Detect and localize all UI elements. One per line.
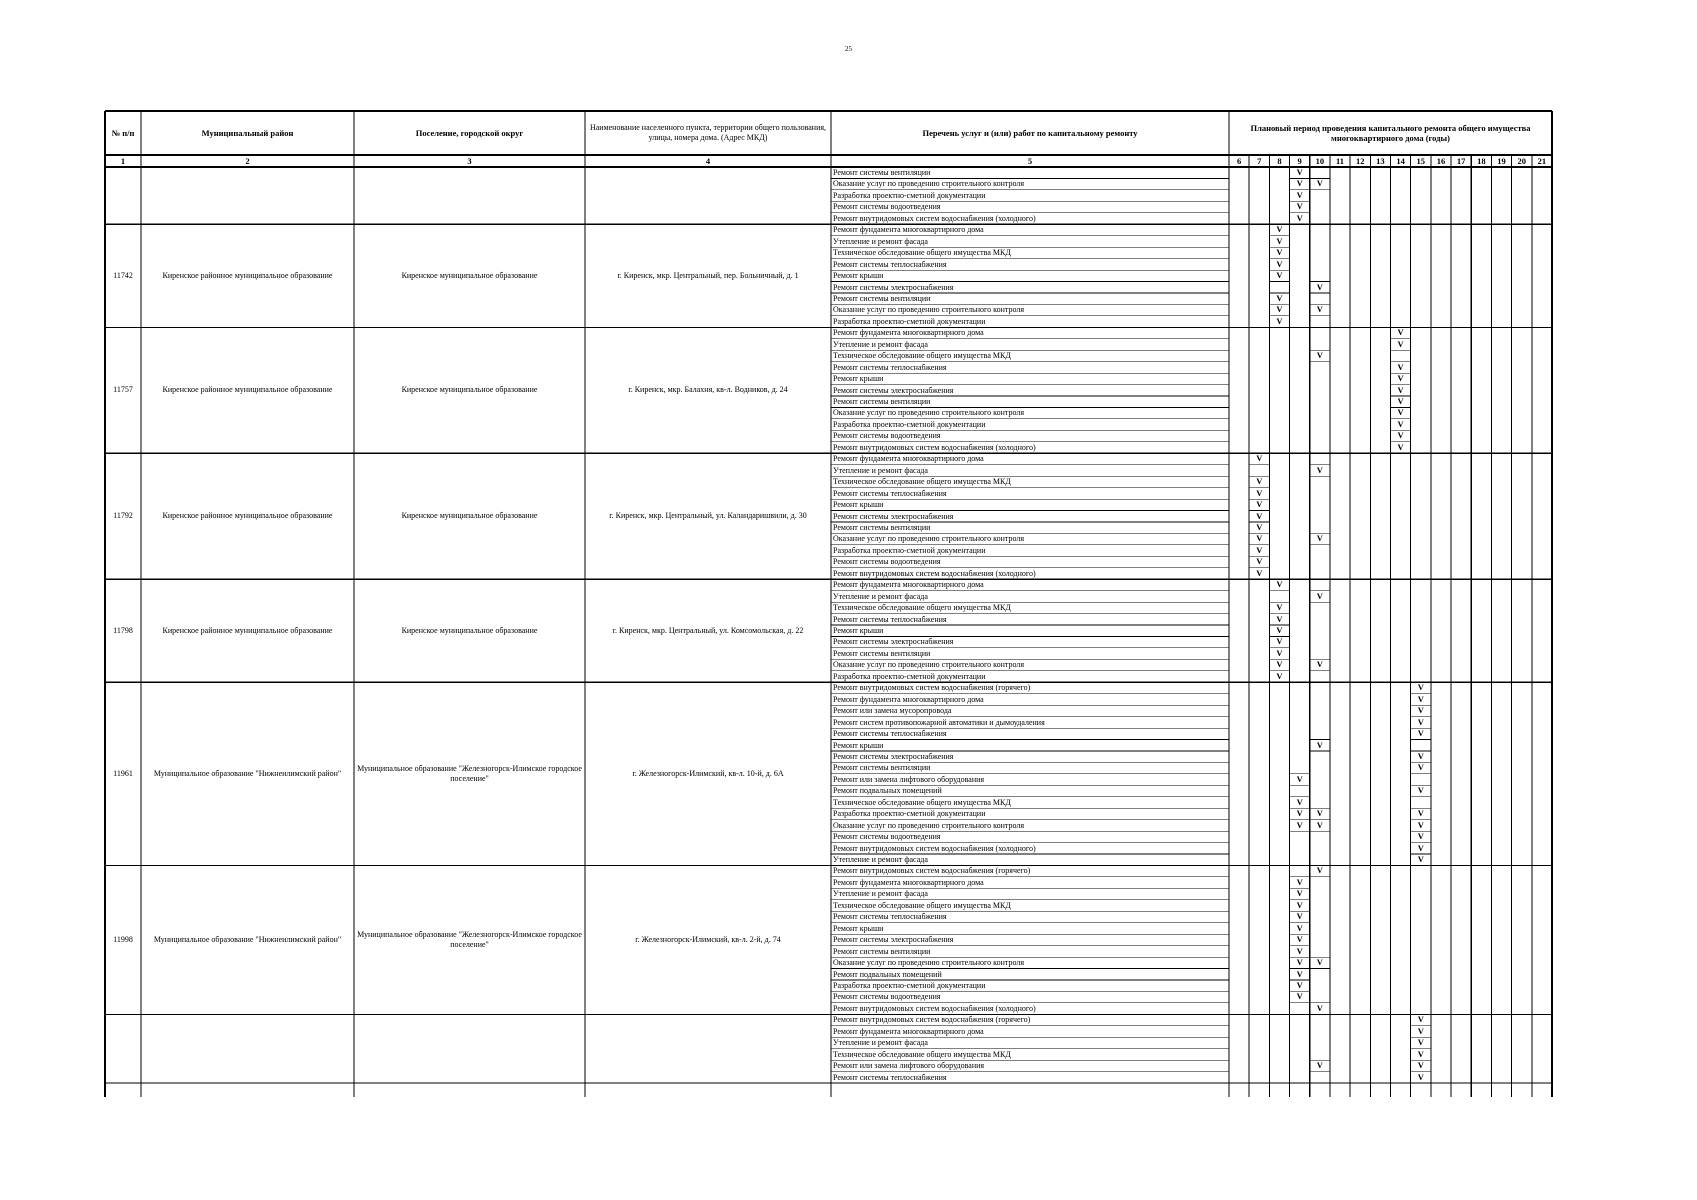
year-mark: V	[1417, 1014, 1424, 1025]
year-mark: V	[1296, 167, 1303, 177]
year-mark: V	[1256, 567, 1263, 578]
year-mark: V	[1397, 327, 1404, 338]
year-mark: V	[1276, 613, 1283, 624]
year-header: 9	[1297, 155, 1302, 166]
work-item: Оказание услуг по проведению строительного контроля	[833, 179, 1025, 189]
work-item: Ремонт системы электроснабжения	[833, 511, 954, 521]
record-number: 11757	[113, 385, 133, 395]
year-mark: V	[1397, 338, 1404, 349]
work-item: Разработка проектно-сметной документации	[833, 316, 986, 326]
year-mark: V	[1296, 212, 1303, 223]
year-mark: V	[1316, 533, 1323, 544]
year-mark: V	[1316, 1002, 1323, 1013]
work-item: Ремонт системы электроснабжения	[833, 282, 954, 292]
work-item: Ремонт системы водоотведения	[833, 992, 941, 1002]
year-mark: V	[1316, 350, 1323, 361]
year-mark: V	[1397, 361, 1404, 372]
work-item: Ремонт подвальных помещений	[833, 786, 942, 796]
index-cell: 4	[705, 156, 711, 166]
year-mark: V	[1417, 762, 1424, 773]
address-cell: г. Киренск, мкр. Центральный, ул. Комсомольская, д. 22	[612, 625, 804, 635]
work-item: Ремонт системы водоотведения	[833, 832, 941, 842]
work-item: Разработка проектно-сметной документации	[833, 809, 986, 819]
year-mark: V	[1256, 533, 1263, 544]
year-mark: V	[1256, 487, 1263, 498]
year-mark: V	[1397, 396, 1404, 406]
year-mark: V	[1397, 441, 1404, 452]
work-item: Утепление и ремонт фасада	[833, 465, 928, 475]
work-item: Ремонт системы теплоснабжения	[833, 259, 947, 269]
work-item: Ремонт внутридомовых систем водоснабжения (холодного)	[833, 213, 1036, 223]
year-mark: V	[1417, 854, 1424, 864]
year-header: 15	[1416, 155, 1426, 166]
year-header: 14	[1396, 155, 1405, 166]
work-item: Ремонт или замена лифтового оборудования	[833, 1061, 985, 1071]
work-item: Ремонт системы электроснабжения	[833, 935, 954, 945]
year-mark: V	[1296, 189, 1303, 200]
work-item: Разработка проектно-сметной документации	[833, 980, 986, 990]
year-mark: V	[1316, 659, 1323, 670]
year-mark: V	[1316, 957, 1323, 968]
address-cell: г. Киренск, мкр. Центральный, ул. Каландаришвили, д. 30	[609, 511, 807, 521]
work-item: Утепление и ремонт фасада	[833, 855, 928, 864]
year-mark: V	[1296, 991, 1303, 1002]
work-item: Ремонт или замена лифтового оборудования	[833, 774, 985, 784]
year-mark: V	[1296, 945, 1303, 956]
year-mark: V	[1296, 922, 1303, 933]
work-item: Техническое обследование общего имущества МКД	[833, 1049, 1011, 1059]
work-item: Ремонт системы вентиляции	[833, 168, 931, 177]
district-cell: Киренское районное муниципальное образование	[162, 270, 333, 280]
record-number: 11961	[113, 768, 133, 778]
year-mark: V	[1417, 1048, 1424, 1059]
year-mark: V	[1417, 831, 1424, 842]
year-mark: V	[1276, 579, 1283, 590]
work-item: Техническое обследование общего имущества МКД	[833, 797, 1011, 807]
work-item: Разработка проектно-сметной документации	[833, 419, 986, 429]
year-header: 19	[1497, 155, 1506, 166]
work-item: Ремонт фундамента многоквартирного дома	[833, 225, 984, 235]
record-number: 11998	[113, 934, 133, 944]
year-header: 6	[1236, 155, 1242, 166]
district-cell: Киренское районное муниципальное образование	[162, 511, 333, 521]
year-header: 10	[1315, 155, 1325, 166]
work-item: Ремонт системы вентиляции	[833, 763, 931, 773]
page-number: 25	[845, 45, 852, 53]
year-mark: V	[1276, 292, 1283, 303]
year-mark: V	[1276, 235, 1283, 246]
work-item: Утепление и ремонт фасада	[833, 1038, 928, 1048]
year-mark: V	[1417, 819, 1424, 830]
work-item: Ремонт крыши	[833, 626, 884, 635]
work-item: Утепление и ремонт фасада	[833, 236, 928, 246]
work-item: Ремонт системы теплоснабжения	[833, 362, 947, 372]
settlement-cell: Киренское муниципальное образование	[401, 385, 538, 395]
work-item: Ремонт фундамента многоквартирного дома	[833, 877, 984, 887]
year-mark: V	[1417, 682, 1424, 693]
year-mark: V	[1276, 647, 1283, 658]
year-mark: V	[1296, 178, 1303, 189]
year-mark: V	[1276, 659, 1283, 670]
address-cell: г. Киренск, мкр. Балахня, кв-л. Водников, д. 24	[628, 385, 788, 395]
year-mark: V	[1316, 819, 1323, 830]
work-item: Оказание услуг по проведению строительного контроля	[833, 408, 1025, 418]
year-mark: V	[1256, 544, 1263, 555]
year-mark: V	[1276, 304, 1283, 315]
work-item: Техническое обследование общего имущества МКД	[833, 351, 1011, 361]
year-mark: V	[1417, 705, 1424, 716]
year-mark: V	[1296, 968, 1303, 979]
address-cell: г. Железногорск-Илимский, кв-л. 2-й, д. 74	[635, 934, 781, 944]
header-col-works: Перечень услуг и (или) работ по капитальному ремонту	[922, 128, 1138, 138]
year-mark: V	[1316, 865, 1323, 876]
year-mark: V	[1296, 808, 1303, 819]
year-mark: V	[1417, 1037, 1424, 1048]
work-item: Ремонт внутридомовых систем водоснабжения (холодного)	[833, 843, 1036, 853]
year-mark: V	[1397, 430, 1404, 441]
year-header: 20	[1517, 155, 1526, 166]
year-mark: V	[1296, 819, 1303, 830]
work-item: Оказание услуг по проведению строительного контроля	[833, 820, 1025, 830]
address-cell: г. Киренск, мкр. Центральный, пер. Больничный, д. 1	[617, 270, 799, 280]
work-item: Ремонт или замена мусоропровода	[833, 706, 952, 716]
work-item: Ремонт системы вентиляции	[833, 522, 931, 532]
year-mark: V	[1397, 407, 1404, 418]
year-mark: V	[1256, 556, 1263, 567]
year-mark: V	[1276, 258, 1283, 269]
work-item: Разработка проектно-сметной документации	[833, 671, 986, 681]
year-mark: V	[1397, 418, 1404, 429]
work-item: Ремонт систем противопожарной автоматики и дымоудаления	[833, 717, 1045, 727]
year-mark: V	[1397, 373, 1404, 384]
work-item: Ремонт внутридомовых систем водоснабжения (горячего)	[833, 866, 1031, 876]
work-item: Ремонт крыши	[833, 500, 884, 510]
year-mark: V	[1417, 1071, 1424, 1082]
work-item: Ремонт фундамента многоквартирного дома	[833, 328, 984, 338]
year-mark: V	[1296, 911, 1303, 922]
work-item: Ремонт крыши	[833, 374, 884, 384]
year-mark: V	[1276, 247, 1283, 258]
record-number: 11792	[113, 511, 133, 521]
year-mark: V	[1417, 808, 1424, 819]
year-mark: V	[1316, 464, 1323, 475]
year-mark: V	[1276, 315, 1283, 326]
work-item: Оказание услуг по проведению строительного контроля	[833, 958, 1025, 968]
work-item: Ремонт крыши	[833, 271, 884, 281]
work-item: Техническое обследование общего имущества МКД	[833, 603, 1011, 613]
year-mark: V	[1316, 281, 1323, 292]
year-mark: V	[1316, 304, 1323, 315]
year-mark: V	[1256, 476, 1263, 487]
year-header: 21	[1537, 155, 1547, 166]
index-cell: 1	[120, 156, 126, 166]
year-mark: V	[1316, 590, 1323, 601]
header-col-address: Наименование населенного пункта, территории общего пользования, улицы, номера дома. (Адрес МКД)	[589, 123, 827, 142]
year-mark: V	[1256, 510, 1263, 521]
district-cell: Муниципальное образование "Нижнеилимский район"	[153, 768, 342, 778]
year-mark: V	[1316, 1060, 1323, 1071]
year-mark: V	[1417, 716, 1424, 727]
work-item: Ремонт внутридомовых систем водоснабжения (холодного)	[833, 442, 1036, 452]
work-item: Ремонт системы вентиляции	[833, 648, 931, 658]
year-mark: V	[1276, 270, 1283, 281]
header-col-num: № п/п	[111, 128, 135, 138]
work-item: Ремонт системы теплоснабжения	[833, 729, 947, 739]
work-item: Ремонт внутридомовых систем водоснабжения (холодного)	[833, 568, 1036, 578]
year-mark: V	[1296, 201, 1303, 212]
year-mark: V	[1296, 979, 1303, 990]
work-item: Утепление и ремонт фасада	[833, 889, 928, 899]
year-mark: V	[1276, 625, 1283, 635]
work-item: Ремонт системы теплоснабжения	[833, 614, 947, 624]
year-mark: V	[1316, 808, 1323, 819]
settlement-cell: Киренское муниципальное образование	[401, 625, 538, 635]
work-item: Ремонт системы водоотведения	[833, 431, 941, 441]
year-mark: V	[1296, 957, 1303, 968]
year-mark: V	[1256, 521, 1263, 532]
year-mark: V	[1276, 602, 1283, 613]
year-mark: V	[1417, 1060, 1424, 1071]
year-mark: V	[1276, 224, 1283, 235]
work-item: Утепление и ремонт фасада	[833, 339, 928, 349]
index-cell: 3	[467, 156, 472, 166]
work-item: Разработка проектно-сметной документации	[833, 190, 986, 200]
index-cell: 2	[245, 156, 250, 166]
work-item: Ремонт системы электроснабжения	[833, 385, 954, 395]
year-mark: V	[1296, 796, 1303, 807]
district-cell: Киренское районное муниципальное образование	[162, 385, 333, 395]
index-cell: 5	[1027, 156, 1033, 166]
year-mark: V	[1417, 1025, 1424, 1036]
year-header: 13	[1376, 155, 1385, 166]
work-item: Ремонт системы электроснабжения	[833, 637, 954, 647]
year-header: 18	[1477, 155, 1486, 166]
header-col-district: Муниципальный район	[201, 128, 294, 138]
year-header: 8	[1277, 155, 1282, 166]
work-item: Ремонт системы теплоснабжения	[833, 912, 947, 922]
work-item: Ремонт системы теплоснабжения	[833, 1072, 947, 1082]
work-item: Утепление и ремонт фасада	[833, 591, 928, 601]
record-number: 11798	[113, 625, 133, 635]
work-item: Ремонт системы водоотведения	[833, 202, 941, 212]
year-header: 17	[1456, 155, 1466, 166]
district-cell: Муниципальное образование "Нижнеилимский район"	[153, 934, 342, 944]
work-item: Ремонт системы вентиляции	[833, 397, 931, 406]
year-mark: V	[1296, 876, 1303, 887]
settlement-cell: Киренское муниципальное образование	[401, 270, 538, 280]
year-mark: V	[1316, 178, 1323, 189]
year-mark: V	[1296, 934, 1303, 945]
record-number: 11742	[113, 270, 133, 280]
settlement-cell: Киренское муниципальное образование	[401, 511, 538, 521]
work-item: Ремонт системы вентиляции	[833, 946, 931, 956]
year-mark: V	[1276, 636, 1283, 647]
year-mark: V	[1417, 842, 1424, 853]
work-item: Ремонт крыши	[833, 740, 884, 750]
year-mark: V	[1276, 670, 1283, 681]
year-header: 11	[1336, 155, 1345, 166]
header-col-settlement: Поселение, городской округ	[415, 128, 524, 138]
work-item: Ремонт крыши	[833, 923, 884, 933]
year-header: 12	[1355, 155, 1365, 166]
year-header: 16	[1436, 155, 1446, 166]
settlement-cell: Муниципальное образование "Железногорск-Илимское городское поселение"	[357, 929, 582, 949]
work-item: Ремонт фундамента многоквартирного дома	[833, 1026, 984, 1036]
year-mark: V	[1417, 750, 1424, 761]
work-item: Ремонт фундамента многоквартирного дома	[833, 694, 984, 704]
work-item: Оказание услуг по проведению строительного контроля	[833, 660, 1025, 670]
district-cell: Киренское районное муниципальное образование	[162, 625, 333, 635]
work-item: Ремонт внутридомовых систем водоснабжения (горячего)	[833, 683, 1031, 693]
work-item: Техническое обследование общего имущества МКД	[833, 900, 1011, 910]
year-mark: V	[1316, 739, 1323, 750]
work-item: Оказание услуг по проведению строительного контроля	[833, 534, 1025, 544]
work-item: Ремонт системы водоотведения	[833, 557, 941, 567]
year-mark: V	[1417, 785, 1424, 796]
work-item: Ремонт внутридомовых систем водоснабжения (горячего)	[833, 1015, 1031, 1025]
year-mark: V	[1296, 773, 1303, 784]
year-mark: V	[1256, 499, 1263, 510]
year-mark: V	[1397, 384, 1404, 395]
work-item: Ремонт системы электроснабжения	[833, 751, 954, 761]
address-cell: г. Железногорск-Илимский, кв-л. 10-й, д. 6А	[632, 768, 784, 778]
work-item: Ремонт фундамента многоквартирного дома	[833, 454, 984, 464]
work-item: Техническое обследование общего имущества МКД	[833, 248, 1011, 258]
work-item: Оказание услуг по проведению строительного контроля	[833, 305, 1025, 315]
year-mark: V	[1417, 693, 1424, 704]
work-item: Ремонт внутридомовых систем водоснабжения (холодного)	[833, 1003, 1036, 1013]
year-mark: V	[1296, 899, 1303, 910]
work-item: Ремонт системы вентиляции	[833, 293, 931, 303]
work-item: Техническое обследование общего имущества МКД	[833, 477, 1011, 487]
work-item: Ремонт подвальных помещений	[833, 969, 942, 979]
year-mark: V	[1417, 728, 1424, 739]
settlement-cell: Муниципальное образование "Железногорск-Илимское городское поселение"	[357, 763, 582, 783]
work-item: Разработка проектно-сметной документации	[833, 545, 986, 555]
year-header: 7	[1257, 155, 1262, 166]
work-item: Ремонт системы теплоснабжения	[833, 488, 947, 498]
year-mark: V	[1256, 453, 1263, 464]
year-mark: V	[1296, 888, 1303, 899]
work-item: Ремонт фундамента многоквартирного дома	[833, 580, 984, 590]
header-col-period: Плановый период проведения капитального ремонта общего имущества многоквартирного дома (годы)	[1250, 123, 1531, 143]
